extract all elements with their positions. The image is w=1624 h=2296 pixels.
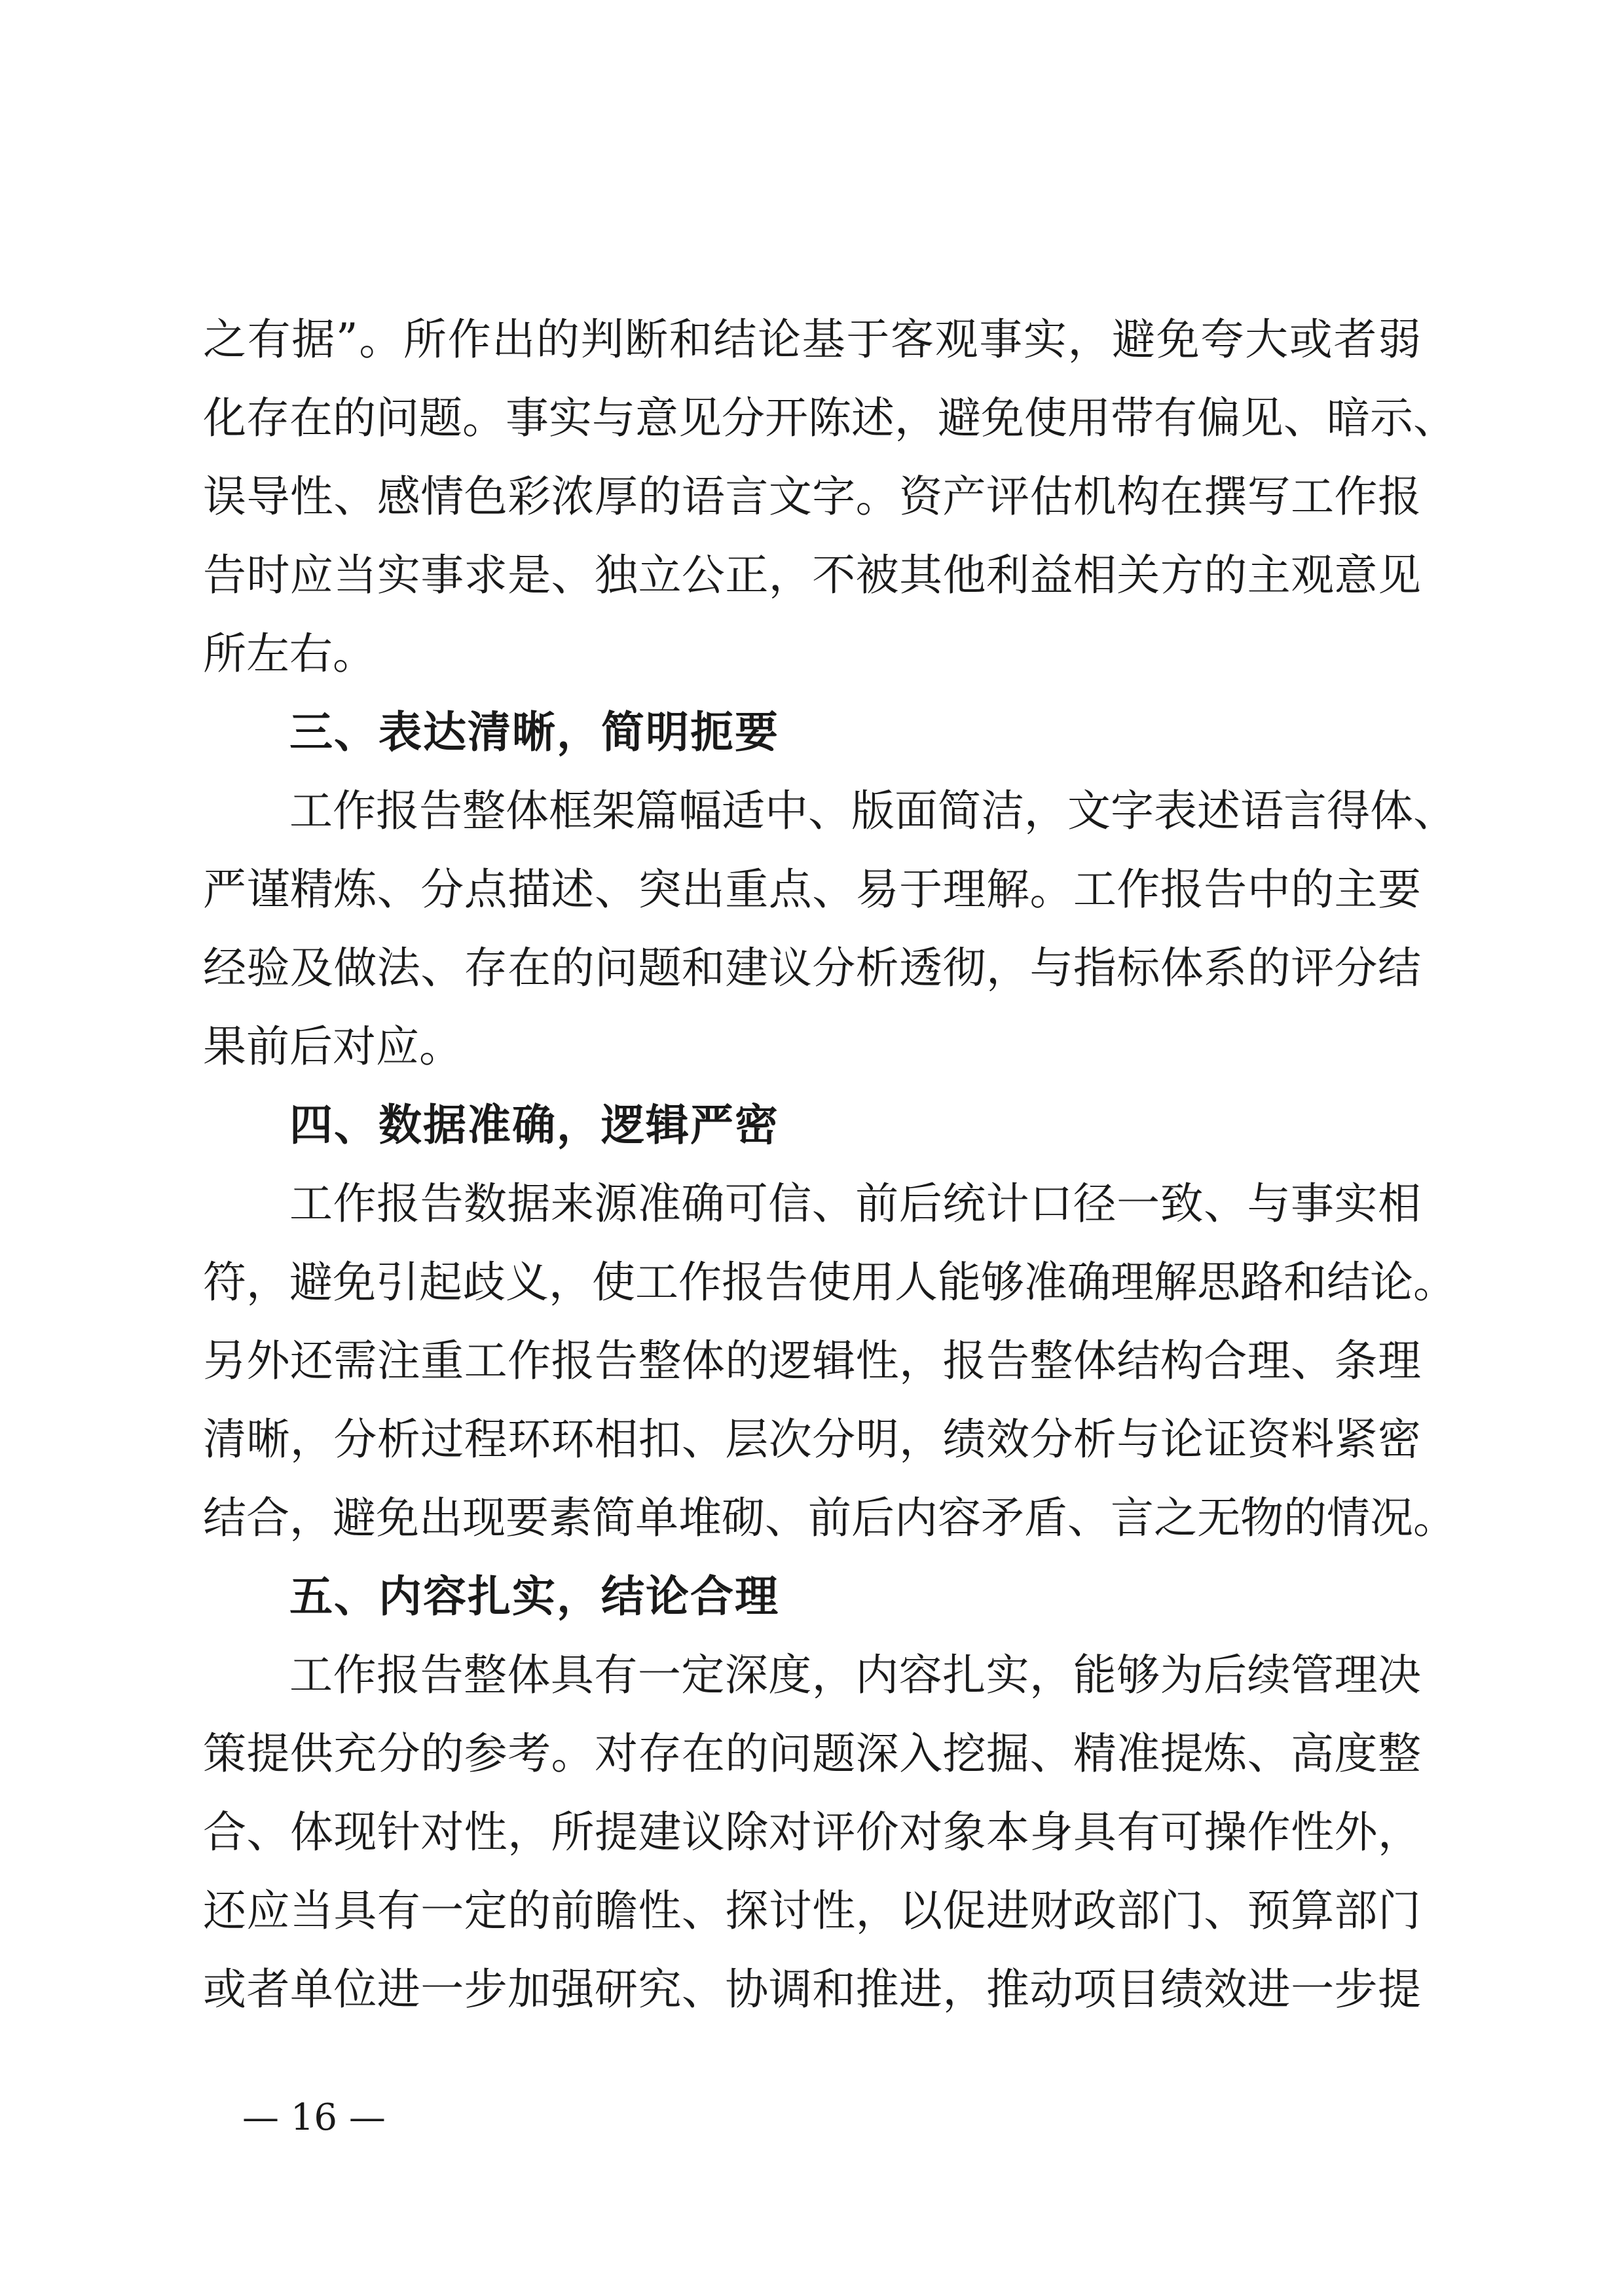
paragraph-line: 合、体现针对性，所提建议除对评价对象本身具有可操作性外， (203, 1807, 1421, 1857)
paragraph-line: 工作报告整体具有一定深度，内容扎实，能够为后续管理决 (289, 1650, 1421, 1700)
paragraph-line: 工作报告数据来源准确可信、前后统计口径一致、与事实相 (289, 1178, 1421, 1229)
paragraph-line: 还应当具有一定的前瞻性、探讨性，以促进财政部门、预算部门 (203, 1886, 1421, 1936)
paragraph-line: 清晰，分析过程环环相扣、层次分明，绩效分析与论证资料紧密 (203, 1414, 1421, 1465)
section-heading: 四、数据准确，逻辑严密 (289, 1100, 779, 1150)
page-number: — 16 — (242, 2096, 386, 2139)
section-heading: 五、内容扎实，结论合理 (289, 1571, 779, 1622)
paragraph-line: 或者单位进一步加强研究、协调和推进，推动项目绩效进一步提 (203, 1964, 1421, 2014)
paragraph-line: 误导性、感情色彩浓厚的语言文字。资产评估机构在撰写工作报 (203, 471, 1421, 522)
paragraph-line: 严谨精炼、分点描述、突出重点、易于理解。工作报告中的主要 (203, 864, 1421, 915)
paragraph-line: 所左右。 (203, 629, 376, 679)
paragraph-line: 告时应当实事求是、独立公正，不被其他利益相关方的主观意见 (203, 550, 1421, 600)
paragraph-line: 经验及做法、存在的问题和建议分析透彻，与指标体系的评分结 (203, 943, 1421, 993)
paragraph-line: 果前后对应。 (203, 1021, 462, 1072)
paragraph-line: 另外还需注重工作报告整体的逻辑性，报告整体结构合理、条理 (203, 1336, 1421, 1386)
paragraph-line: 结合，避免出现要素简单堆砌、前后内容矛盾、言之无物的情况。 (203, 1493, 1456, 1543)
section-heading: 三、表达清晰，简明扼要 (289, 707, 779, 757)
paragraph-line: 策提供充分的参考。对存在的问题深入挖掘、精准提炼、高度整 (203, 1728, 1421, 1779)
paragraph-line: 符，避免引起歧义，使工作报告使用人能够准确理解思路和结论。 (203, 1257, 1456, 1307)
paragraph-line: 化存在的问题。事实与意见分开陈述，避免使用带有偏见、暗示、 (203, 393, 1456, 443)
paragraph-line: 工作报告整体框架篇幅适中、版面简洁，文字表述语言得体、 (289, 786, 1456, 836)
paragraph-line: 之有据”。所作出的判断和结论基于客观事实，避免夸大或者弱 (203, 314, 1421, 365)
